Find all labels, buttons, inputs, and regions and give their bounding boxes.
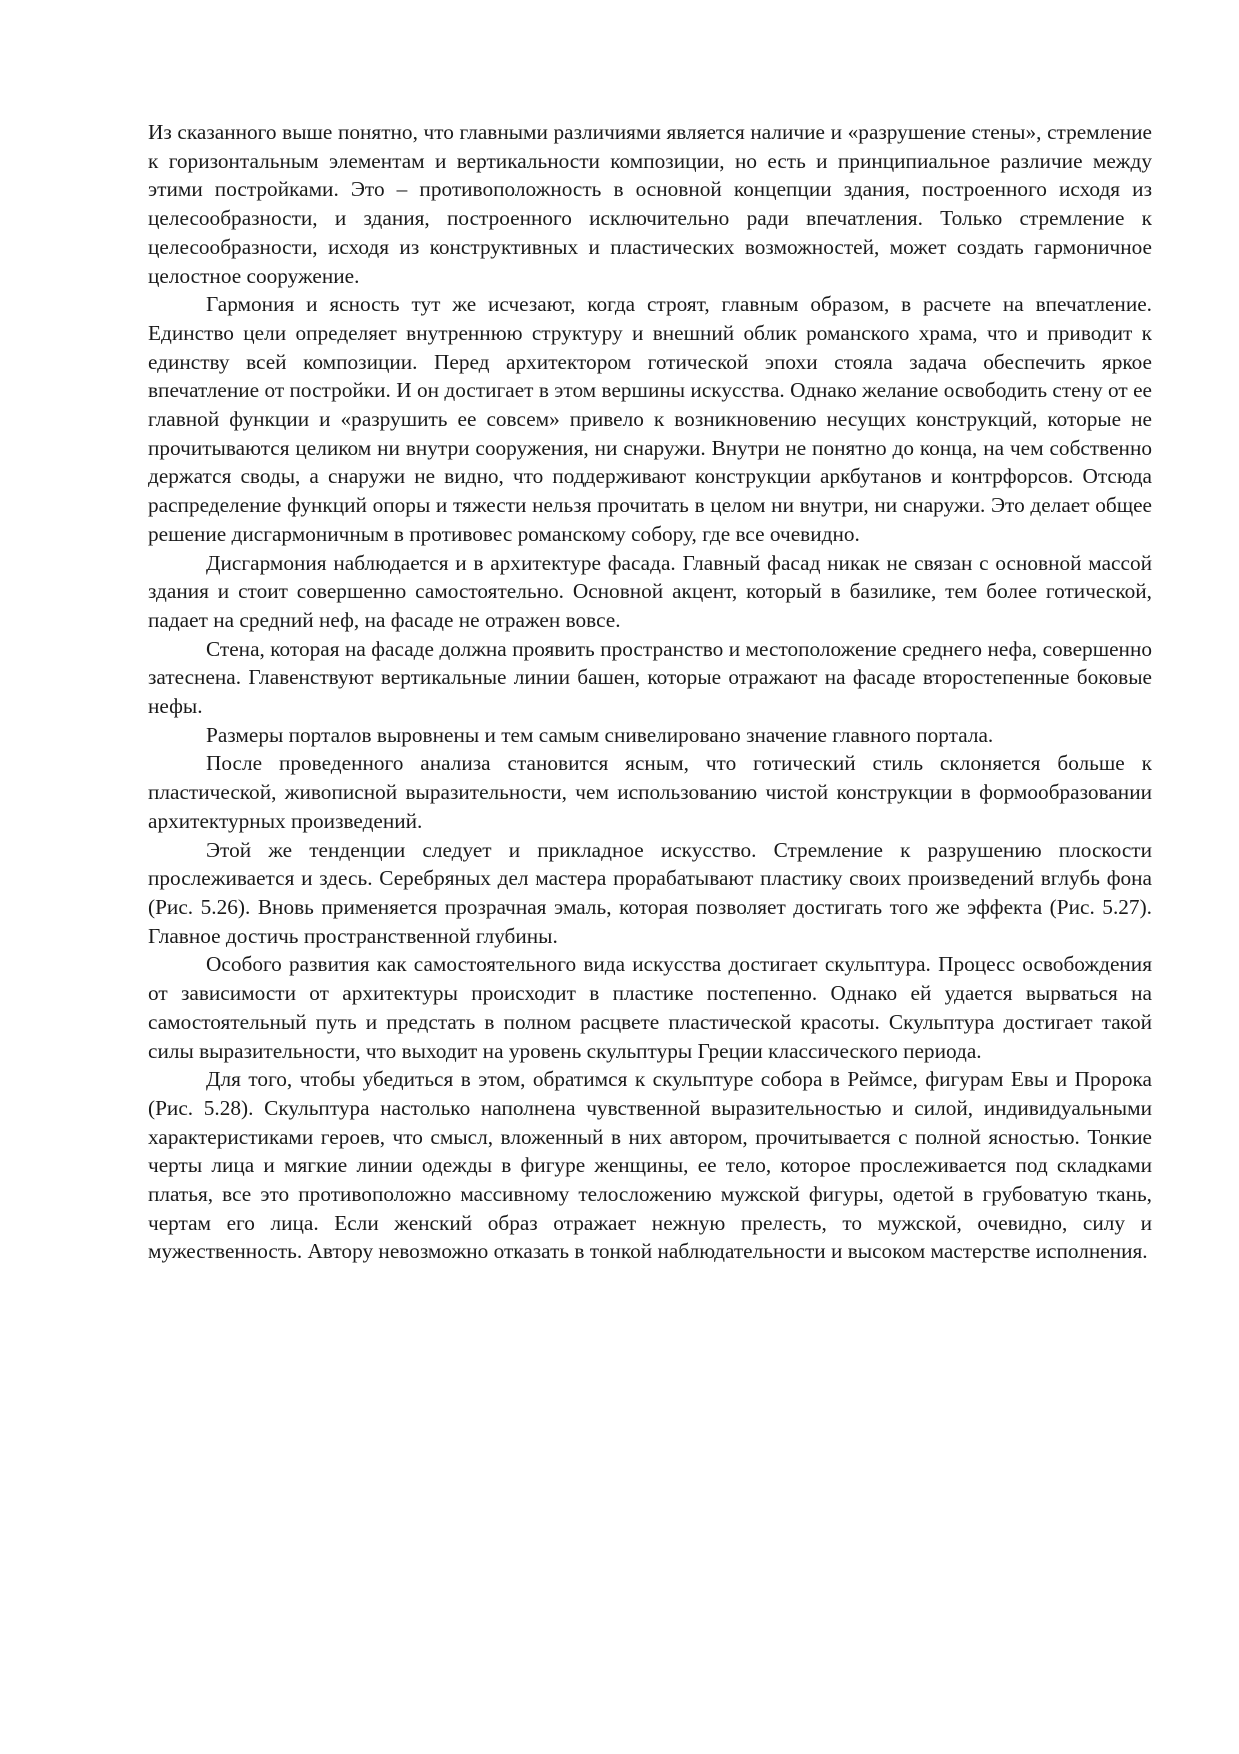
paragraph-3: Дисгармония наблюдается и в архитектуре фасада. Главный фасад никак не связан с основной массой здания и стоит совершенно самостоятельно. Основной акцент, который в базилике, тем более готической, падает на средний неф, на фасаде не отражен вовсе. [148, 550, 1152, 632]
paragraph-8: Особого развития как самостоятельного вида искусства достигает скульптура. Процесс освобождения от зависимости от архитектуры происходит в пластике постепенно. Однако ей удается вырваться на самостоятельный путь и предстать в полном расцвете пластической красоты. Скульптура достигает такой силы выразительности, что выходит на уровень скульптуры Греции классического периода. [148, 952, 1152, 1063]
paragraph-7: Этой же тенденции следует и прикладное искусство. Стремление к разрушению плоскости прослеживается и здесь. Серебряных дел мастера прорабатывают пластику своих произведений вглубь фона (Рис. 5.26). Вновь применяется прозрачная эмаль, которая позволяет достигать того же эффекта (Рис. 5.27). Главное достичь пространственной глубины. [148, 837, 1152, 948]
document-page [148, 118, 1152, 1266]
paragraph-2: Гармония и ясность тут же исчезают, когда строят, главным образом, в расчете на впечатление. Единство цели определяет внутреннюю структуру и внешний облик романского храма, что и приводит к единству всей композиции. Перед архитектором готической эпохи стояла задача обеспечить яркое впечатление от постройки. И он достигает в этом вершины искусства. Однако желание освободить стену от ее главной функции и «разрушить ее совсем» привело к возникновению несущих конструкций, которые не прочитываются целиком ни внутри сооружения, ни снаружи. Внутри не понятно до конца, на чем собственно держатся своды, а снаружи не видно, что поддерживают конструкции аркбутанов и контрфорсов. Отсюда распределение функций опоры и тяжести нельзя прочитать в целом ни внутри, ни снаружи. Это делает общее решение дисгармоничным в противовес романскому собору, где все очевидно. [148, 292, 1152, 546]
paragraph-5: Размеры порталов выровнены и тем самым снивелировано значение главного портала. [206, 722, 994, 747]
paragraph-6: После проведенного анализа становится ясным, что готический стиль склоняется больше к пластической, живописной выразительности, чем использованию чистой конструкции в формообразовании архитектурных произведений. [148, 751, 1152, 833]
paragraph-1: Из сказанного выше понятно, что главными различиями является наличие и «разрушение стены», стремление к горизонтальным элементам и вертикальности композиции, но есть и принципиальное различие между этими постройками. Это – противоположность в основной концепции здания, построенного исходя из целесообразности, и здания, построенного исключительно ради впечатления. Только стремление к целесообразности, исходя из конструктивных и пластических возможностей, может создать гармоничное целостное сооружение. [148, 120, 1152, 288]
paragraph-4: Стена, которая на фасаде должна проявить пространство и местоположение среднего нефа, совершенно затеснена. Главенствуют вертикальные линии башен, которые отражают на фасаде второстепенные боковые нефы. [148, 636, 1152, 719]
paragraph-9: Для того, чтобы убедиться в этом, обратимся к скульптуре собора в Реймсе, фигурам Евы и Пророка (Рис. 5.28). Скульптура настолько наполнена чувственной выразительностью и силой, индивидуальными характеристиками героев, что смысл, вложенный в них автором, прочитывается с полной ясностью. Тонкие черты лица и мягкие линии одежды в фигуре женщины, ее тело, которое прослеживается под складками платья, все это противоположно массивному телосложению мужской фигуры, одетой в грубоватую ткань, чертам его лица. Если женский образ отражает нежную прелесть, то мужской, очевидно, силу и мужественность. Автору невозможно отказать в тонкой наблюдательности и высоком мастерстве исполнения. [148, 1067, 1152, 1264]
